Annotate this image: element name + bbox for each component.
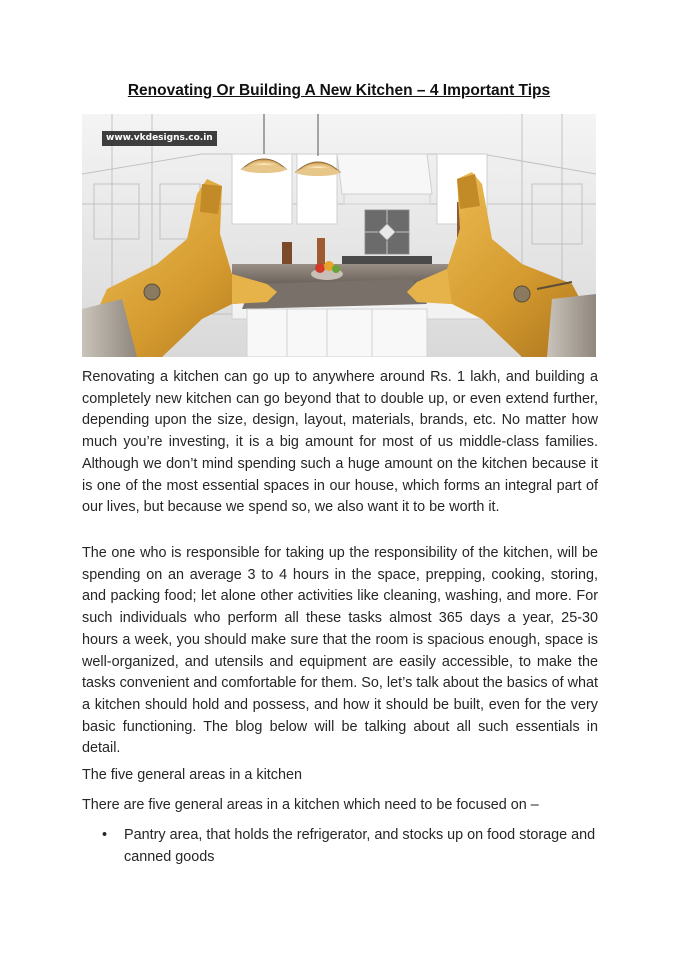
paragraph-intro: Renovating a kitchen can go up to anywhere around Rs. 1 lakh, and building a completely new kitchen can go beyond that to double up, or even extend further, depending upon the size, design, layout, materials, brands, etc. No matter how much you’re investing, it is a big amount for most of us middle-class families. Although we don’t mind spending such a huge amount on the kitchen because it is one of the most essential spaces in our house, which forms an integral part of our lives, but because we spend so, we also want it to be worth it. [82, 369, 598, 516]
bullet-icon: • [102, 827, 108, 843]
list-item [82, 825, 598, 868]
areas-list [82, 825, 598, 868]
kitchen-photo-icon [82, 114, 596, 357]
document-title: Renovating Or Building A New Kitchen – 4 Important Tips [127, 82, 551, 99]
list-item-text: Pantry area, that holds the refrigerator, and stocks up on food storage and canned goods [124, 827, 596, 865]
hero-image [82, 114, 596, 357]
list-intro-line: There are five general areas in a kitchen which need to be focused on – [82, 797, 539, 813]
watermark-label: www.vkdesigns.co.in [102, 131, 217, 146]
section-heading: The five general areas in a kitchen [82, 767, 302, 783]
paragraph-responsibility: The one who is responsible for taking up the responsibility of the kitchen, will be spending on an average 3 to 4 hours in the space, prepping, cooking, storing, and packing food; let alone other activities like cleaning, washing, and more. For such individuals who perform all these tasks almost 365 days a year, 25-30 hours a week, you should make sure that the room is spacious enough, space is well-organized, and utensils and equipment are easily accessible, to make the tasks convenient and comfortable for them. So, let’s talk about the basics of what a kitchen should hold and possess, and how it should be built, even for the very basic functioning. The blog below will be talking about all such essentials in detail. [82, 545, 598, 757]
